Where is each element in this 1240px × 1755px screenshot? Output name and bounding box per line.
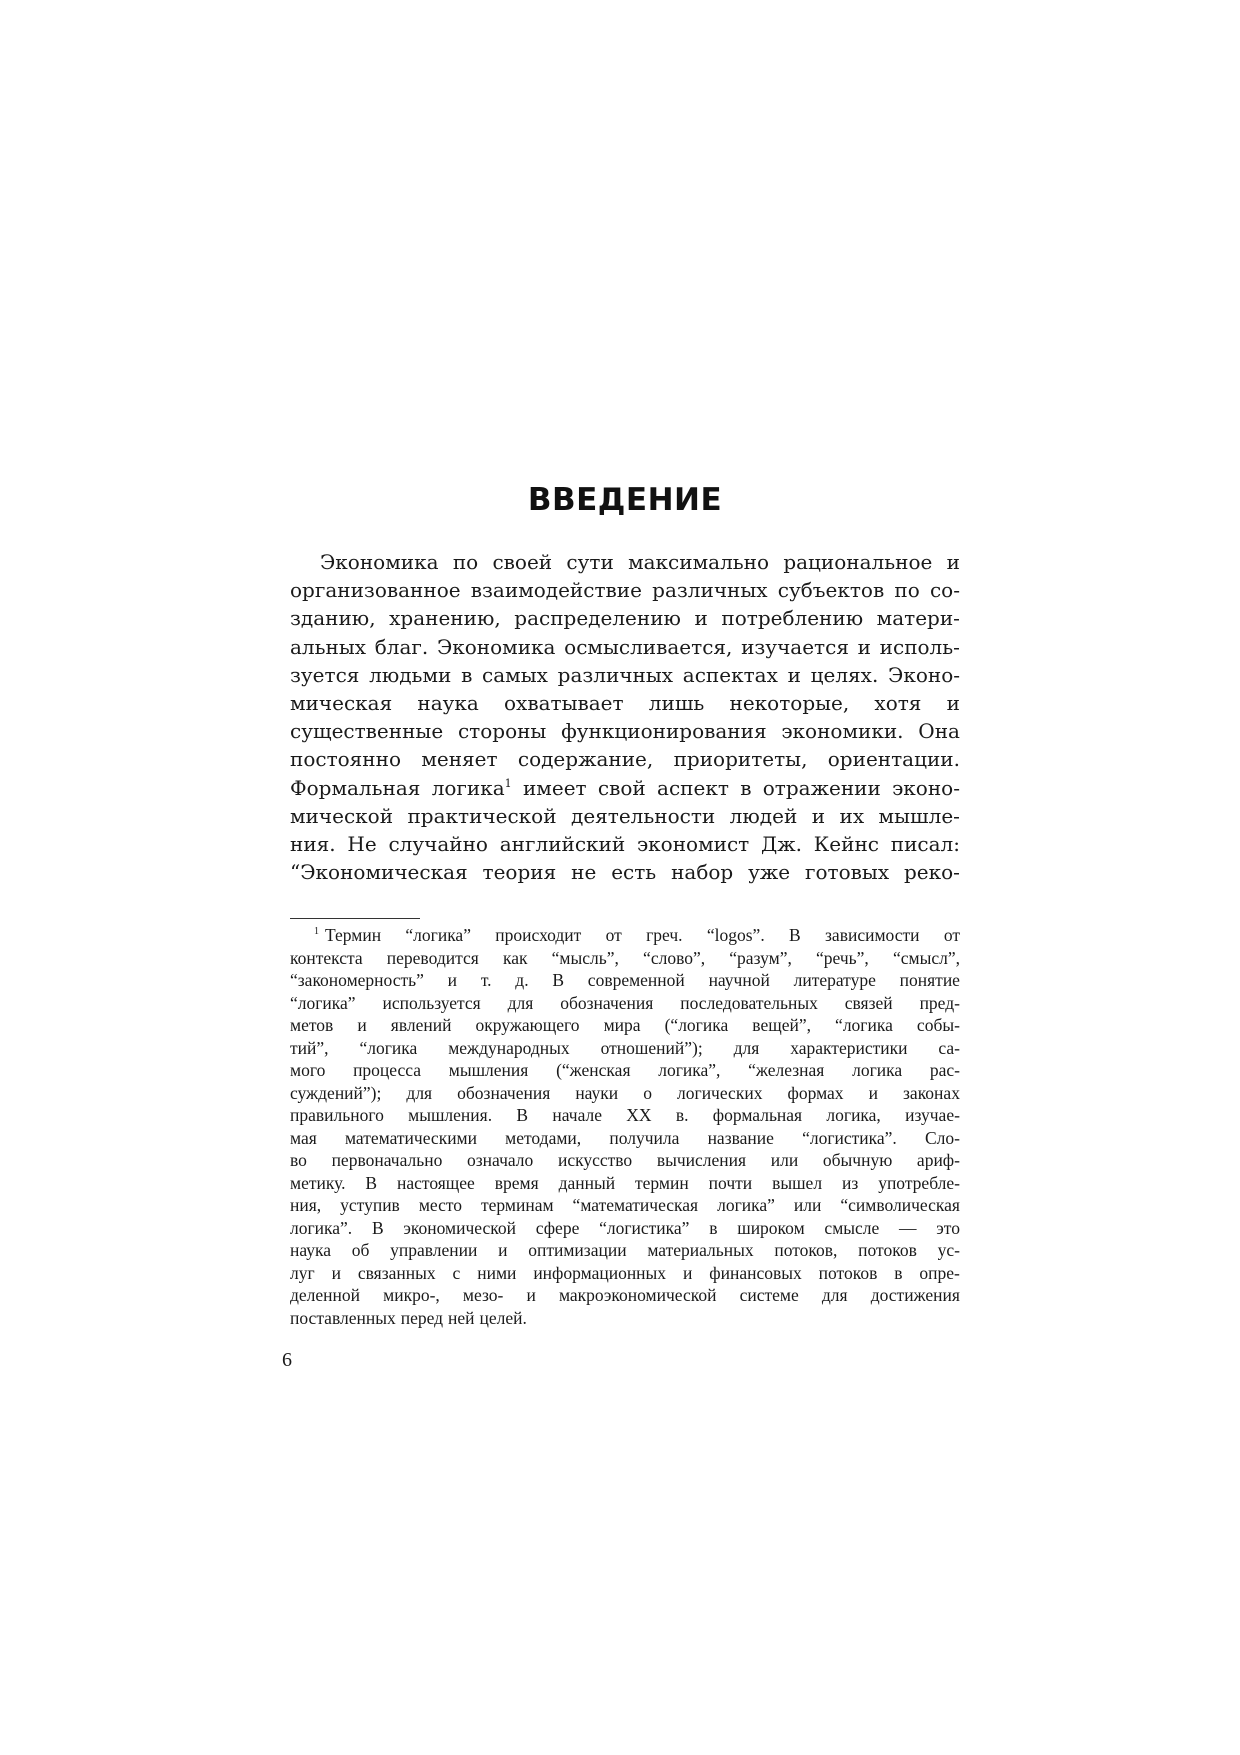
body-word: уже	[748, 860, 791, 885]
footnote-word: $^1$ Термин	[314, 925, 382, 945]
footnote-word: целей.	[479, 1307, 527, 1328]
body-word: ния.	[290, 831, 336, 856]
footnote-line	[290, 1262, 960, 1285]
body-word: экономики.	[781, 719, 904, 744]
footnote-word: терминам	[481, 1195, 554, 1215]
footnote-line	[290, 1239, 960, 1262]
body-word: стороны	[457, 719, 547, 744]
body-word: эконо-	[892, 775, 960, 800]
body-word: логика1	[431, 775, 512, 800]
footnote-word: место	[418, 1195, 463, 1215]
body-word: Дж.	[761, 831, 803, 856]
footnote-word: “разум”,	[729, 947, 792, 968]
footnote-word: микро-,	[383, 1285, 440, 1305]
footnote-word: широком	[737, 1217, 805, 1238]
footnote-word: связанных	[357, 1262, 436, 1283]
body-word: теория	[482, 860, 557, 885]
footnote-word: от	[943, 925, 960, 945]
body-word: целях.	[810, 662, 879, 687]
body-word: и	[946, 690, 960, 715]
footnote-word: первоначально	[331, 1150, 443, 1170]
footnote-divider	[290, 918, 420, 919]
body-word: отражении	[762, 775, 881, 800]
body-word: английский	[499, 831, 626, 856]
footnote-word: потоков	[858, 1240, 917, 1260]
footnote-line	[290, 1127, 960, 1150]
footnote-word: литературе	[793, 970, 876, 990]
footnote-word: логических	[677, 1082, 763, 1103]
footnote-word: получила	[609, 1127, 680, 1148]
footnote-word: (“женская	[556, 1060, 631, 1080]
footnote-word: потоков,	[774, 1240, 838, 1260]
footnote-line	[290, 947, 960, 970]
footnote-word: “железная	[748, 1060, 825, 1080]
body-word: самых	[482, 662, 548, 687]
footnote-word: математическими	[344, 1127, 477, 1148]
footnote-word: или	[793, 1195, 822, 1215]
footnote-word: материальных	[647, 1240, 754, 1260]
footnote-word: и	[357, 1015, 367, 1035]
footnote-word: перед	[400, 1307, 444, 1328]
footnote-word: “слово”,	[643, 947, 706, 968]
page-number: 6	[282, 1349, 292, 1371]
footnote-word: са-	[938, 1037, 960, 1058]
footnote-word: формальная	[712, 1105, 803, 1125]
body-word: Не	[347, 831, 377, 856]
footnote-word: настоящее	[397, 1172, 475, 1193]
footnote-word: ними	[477, 1262, 517, 1283]
body-line	[290, 774, 960, 802]
footnote-word: мышления	[448, 1060, 529, 1080]
footnote-word: как	[502, 947, 528, 968]
footnote-word: последовательных	[680, 992, 818, 1013]
footnote-word: вещей”,	[752, 1015, 811, 1035]
footnote-word: процесса	[353, 1060, 422, 1080]
footnote-word: системе	[739, 1285, 799, 1305]
footnote-word: “логика	[835, 1015, 893, 1035]
footnote-line	[290, 1059, 960, 1082]
footnote-word: смысле	[824, 1217, 880, 1238]
body-line	[290, 858, 960, 886]
footnote-line	[290, 1172, 960, 1195]
footnote-word: и	[868, 1082, 878, 1103]
footnote-word: данный	[558, 1172, 616, 1193]
footnote-word: логика,	[826, 1105, 881, 1125]
footnote-word: макроэкономической	[558, 1285, 717, 1305]
body-line	[290, 633, 960, 661]
body-word: различных	[557, 662, 674, 687]
body-word: есть	[611, 860, 657, 885]
footnote-word: вышел	[772, 1172, 823, 1193]
body-word: не	[571, 860, 597, 885]
body-word: и	[857, 634, 871, 659]
footnote-word: искусство	[557, 1150, 633, 1170]
footnote-word: или	[770, 1150, 799, 1170]
footnote-word: правильного	[290, 1105, 384, 1125]
footnote-word: собы-	[916, 1015, 960, 1035]
body-word: Экономика	[320, 550, 439, 574]
footnote-word: методами,	[505, 1127, 582, 1148]
body-word: распределению	[514, 606, 681, 631]
body-word: аспект	[657, 775, 729, 800]
body-word: Эконо-	[888, 662, 960, 687]
body-word: деятельности	[571, 803, 716, 828]
footnote-word: ния,	[290, 1195, 322, 1215]
body-word: исполь-	[879, 634, 960, 659]
footnote-line	[290, 1194, 960, 1217]
footnote-word: деленной	[290, 1285, 361, 1305]
footnote-word: мая	[290, 1127, 317, 1148]
footnote-word: название	[707, 1127, 774, 1148]
body-word: Формальная	[290, 775, 421, 800]
footnote-word: ней	[448, 1307, 475, 1328]
footnote-word: время	[494, 1172, 539, 1193]
footnote-word: финансовых	[709, 1262, 802, 1283]
body-word: аспектах	[682, 662, 778, 687]
footnote-word: потоков	[818, 1262, 878, 1283]
footnote-word: опре-	[919, 1262, 960, 1283]
body-word: мическая	[290, 690, 393, 715]
footnote-word: “logos”.	[706, 925, 765, 945]
body-word: максимально	[628, 550, 770, 574]
body-word: в	[461, 662, 473, 687]
body-word: и	[694, 606, 708, 631]
footnote-word: окружающего	[475, 1015, 580, 1035]
footnote-word: греч.	[646, 925, 683, 945]
body-word: лишь	[648, 690, 705, 715]
body-word: имеет	[522, 775, 587, 800]
footnote-word: контекста	[290, 947, 363, 968]
footnote-word: логика	[852, 1060, 903, 1080]
page-title: ВВЕДЕНИЕ	[527, 482, 723, 518]
footnote-word: (“логика	[664, 1015, 729, 1035]
footnote-word: “речь”,	[816, 947, 869, 968]
footnote-word: “смысл”,	[892, 947, 960, 968]
footnote-word: для	[406, 1082, 433, 1103]
footnote-word: достижения	[870, 1285, 960, 1305]
footnote-word: законах	[903, 1082, 960, 1103]
body-word: Кейнс	[813, 831, 879, 856]
footnote-word: экономической	[403, 1217, 516, 1238]
footnote-word: В	[365, 1172, 378, 1193]
footnote-word: от	[605, 925, 622, 945]
footnote-word: употребле-	[878, 1172, 960, 1193]
body-line	[290, 661, 960, 689]
footnote-line	[290, 992, 960, 1015]
body-word: готовых	[805, 860, 890, 885]
body-word: практической	[407, 803, 557, 828]
footnote-word: изучае-	[905, 1105, 960, 1125]
footnote-word: начале	[552, 1105, 602, 1125]
footnote	[290, 924, 960, 1329]
footnote-word: о	[643, 1082, 652, 1103]
footnote-word: информационных	[533, 1262, 667, 1283]
body-line	[290, 802, 960, 830]
footnote-word: обозначения	[457, 1082, 551, 1103]
footnote-word: и	[682, 1262, 693, 1283]
footnote-word: для	[507, 992, 534, 1013]
body-word: содержание,	[517, 747, 654, 772]
footnote-word: наука	[290, 1240, 331, 1260]
footnote-word: “мысль”,	[551, 947, 619, 968]
footnote-word: мезо-	[462, 1285, 504, 1305]
body-word: экономист	[636, 831, 750, 856]
footnote-word: почти	[708, 1172, 753, 1193]
footnote-word: логика”,	[658, 1060, 721, 1080]
footnote-line	[290, 1082, 960, 1105]
footnote-word: в	[709, 1217, 718, 1238]
body-word: взаимодействие	[470, 578, 642, 603]
footnote-word: научной	[708, 970, 770, 990]
footnote-word: в.	[675, 1105, 689, 1125]
footnote-word: используется	[382, 992, 481, 1013]
body-word: и	[811, 803, 826, 828]
body-word: мической	[290, 803, 394, 828]
footnote-word: “логистика”.	[802, 1127, 897, 1148]
footnote-word: формах	[787, 1082, 844, 1103]
body-word: изучается	[741, 634, 849, 659]
body-line	[290, 717, 960, 745]
footnote-word: международных	[448, 1037, 570, 1058]
footnote-word: мого	[290, 1060, 326, 1080]
body-line	[290, 548, 960, 576]
body-word: случайно	[388, 831, 488, 856]
footnote-word: обычную	[822, 1150, 893, 1170]
body-word: матери-	[876, 606, 960, 631]
footnote-word: поставленных	[290, 1307, 396, 1328]
body-word: существенные	[290, 719, 444, 744]
footnote-word: из	[841, 1172, 859, 1193]
footnote-word: тий”,	[290, 1037, 329, 1058]
footnote-word: об	[351, 1240, 370, 1260]
footnote-word: и	[498, 1240, 508, 1260]
body-word: сути	[566, 550, 614, 574]
footnote-line	[290, 1217, 960, 1240]
footnote-word: это	[936, 1217, 960, 1238]
footnote-word: В	[789, 925, 801, 945]
footnote-word: “закономерность”	[290, 970, 424, 990]
footnote-word: суждений”);	[290, 1082, 382, 1103]
footnote-word: управлении	[390, 1240, 478, 1260]
footnote-word: д.	[515, 970, 529, 990]
footnote-word: оптимизации	[528, 1240, 627, 1260]
footnote-word: т.	[480, 970, 492, 990]
footnote-word: и	[447, 970, 458, 990]
body-word: приоритеты,	[673, 747, 808, 772]
footnote-word: обозначения	[560, 992, 654, 1013]
footnote-word: мира	[603, 1015, 641, 1035]
body-word: благ.	[374, 634, 429, 659]
footnote-word: метику.	[290, 1172, 346, 1193]
footnote-word: зависимости	[825, 925, 920, 945]
body-word: зуется	[290, 662, 360, 687]
body-word: Она	[918, 719, 960, 744]
body-word: людьми	[369, 662, 452, 687]
footnote-word: вычисления	[656, 1150, 747, 1170]
body-word: “Экономическая	[290, 860, 468, 885]
footnote-word: и	[526, 1285, 536, 1305]
footnote-word: во	[290, 1150, 307, 1170]
footnote-word: ариф-	[916, 1150, 960, 1170]
body-word: альных	[290, 634, 367, 659]
body-word: Экономика	[436, 634, 556, 659]
body-word: мышле-	[878, 803, 960, 828]
body-word: функционирования	[561, 719, 767, 744]
body-word: постоянно	[290, 747, 401, 772]
footnote-word: “логика”	[290, 992, 356, 1013]
body-word: реко-	[904, 860, 960, 885]
footnote-word: явлений	[390, 1015, 452, 1035]
footnote-word: для	[821, 1285, 848, 1305]
footnote-word: и	[331, 1262, 341, 1283]
footnote-word: “логика”	[405, 925, 471, 945]
footnote-line	[290, 1014, 960, 1037]
body-word: потреблению	[721, 606, 864, 631]
body-word: набор	[671, 860, 734, 885]
body-word: писал:	[890, 831, 960, 856]
footnote-word: уступив	[340, 1195, 400, 1215]
footnote-word: логика”	[717, 1195, 775, 1215]
body-word: хранению,	[389, 606, 501, 631]
body-word: хотя	[874, 690, 922, 715]
footnote-word: “математическая	[572, 1195, 699, 1215]
footnote-line	[290, 924, 960, 947]
footnote-word: происходит	[495, 925, 582, 945]
footnote-word: рас-	[929, 1060, 960, 1080]
footnote-word: связей	[844, 992, 893, 1013]
footnote-marker: 1	[314, 926, 319, 938]
body-line	[290, 689, 960, 717]
footnote-word: “символическая	[840, 1195, 960, 1215]
footnote-word: современной	[587, 970, 685, 990]
footnote-word: с	[452, 1262, 461, 1283]
footnote-word: —	[899, 1217, 917, 1238]
footnote-line	[290, 1104, 960, 1127]
body-word: по	[452, 550, 479, 574]
footnote-word: луг	[290, 1262, 315, 1283]
footnote-word: мышления.	[408, 1105, 493, 1125]
footnote-word: метов	[290, 1015, 334, 1035]
footnote-word: науки	[575, 1082, 619, 1103]
footnote-line	[290, 1307, 960, 1330]
footnote-word: логика”.	[290, 1217, 353, 1238]
body-line	[290, 830, 960, 858]
footnote-word: в	[894, 1262, 903, 1283]
footnote-word: пред-	[919, 992, 960, 1013]
body-word: осмысливается,	[564, 634, 733, 659]
footnote-word: В	[516, 1105, 529, 1125]
body-word: меняет	[421, 747, 498, 772]
body-word: различных	[652, 578, 768, 603]
body-word: по	[894, 578, 920, 603]
footnote-word: термин	[635, 1172, 689, 1193]
footnote-word: ус-	[937, 1240, 960, 1260]
body-word: их	[839, 803, 865, 828]
footnote-line	[290, 969, 960, 992]
body-word: и	[787, 662, 801, 687]
footnote-word: XX	[626, 1105, 652, 1125]
footnote-line	[290, 1284, 960, 1307]
footnote-word: для	[733, 1037, 760, 1058]
body-word: рациональное	[783, 550, 933, 574]
body-word: наука	[417, 690, 479, 715]
footnote-line	[290, 1037, 960, 1060]
body-word: субъектов	[777, 578, 885, 603]
footnote-word: характеристики	[790, 1037, 908, 1058]
body-word: своей	[492, 550, 553, 574]
body-line	[290, 745, 960, 773]
body-line	[290, 576, 960, 604]
body-word: людей	[729, 803, 798, 828]
body-word: охватывает	[504, 690, 624, 715]
body-word: некоторые,	[729, 690, 850, 715]
body-word: организованное	[290, 578, 461, 603]
footnote-word: “логика	[359, 1037, 418, 1058]
body-word: зданию,	[290, 606, 376, 631]
footnote-word: “логистика”	[599, 1217, 690, 1238]
body-word: и	[946, 550, 960, 574]
body-word: в	[740, 775, 752, 800]
footnote-word: Сло-	[924, 1127, 960, 1148]
body-word: со-	[929, 578, 960, 603]
footnote-word: отношений”);	[600, 1037, 703, 1058]
body-word: ориентации.	[827, 747, 960, 772]
body-word: свой	[597, 775, 646, 800]
footnote-word: означало	[466, 1150, 534, 1170]
body-line	[290, 604, 960, 632]
footnote-word: переводится	[386, 947, 479, 968]
footnote-word: В	[552, 970, 565, 990]
footnote-word: понятие	[899, 970, 960, 990]
body-text	[290, 548, 960, 886]
footnote-word: сфере	[535, 1217, 580, 1238]
footnote-line	[290, 1149, 960, 1172]
footnote-word: В	[371, 1217, 384, 1238]
